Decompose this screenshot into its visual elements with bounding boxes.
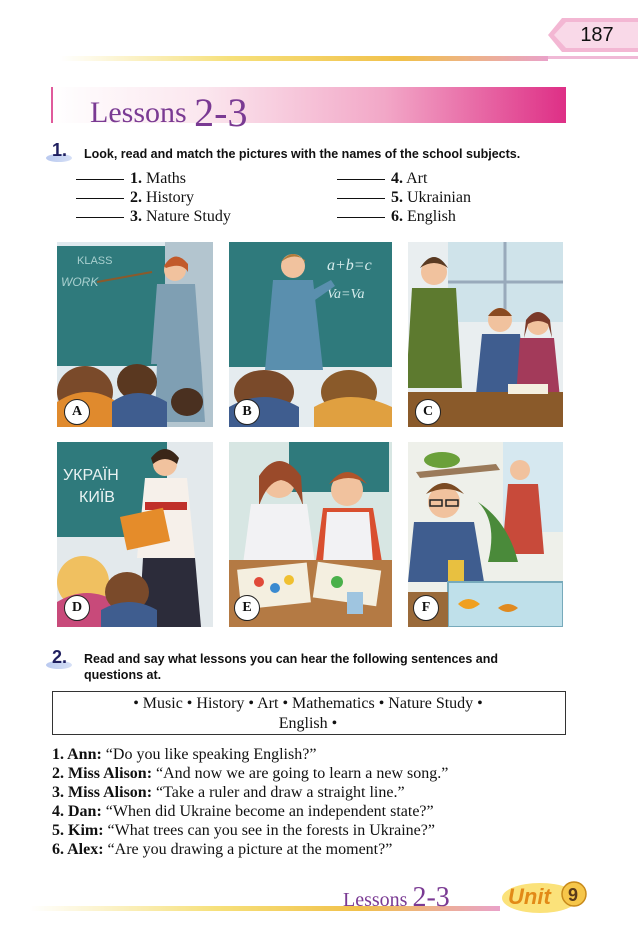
match-item: 1. Maths — [76, 170, 186, 188]
picture-d — [57, 442, 213, 627]
sentence: 1. Ann: “Do you like speaking English?” — [52, 746, 317, 763]
sentence: 5. Kim: “What trees can you see in the forests in Ukraine?” — [52, 822, 435, 839]
lesson-title-word: Lessons — [90, 96, 187, 129]
picture-label: E — [234, 595, 260, 621]
answer-blank[interactable] — [337, 217, 385, 218]
svg-text:KLASS: KLASS — [77, 255, 113, 267]
svg-text:9: 9 — [568, 885, 579, 905]
exercise-2-instruction-line2: questions at. — [84, 668, 162, 682]
footer-lessons-word: Lessons — [343, 889, 408, 911]
picture-label: B — [234, 399, 260, 425]
footer-lessons-number: 2-3 — [412, 882, 450, 913]
page-number: 187 — [580, 24, 614, 46]
lesson-banner-edge — [51, 87, 53, 123]
exercise-1-number: 1. — [52, 140, 68, 160]
unit-logo — [500, 878, 590, 916]
picture-f — [408, 442, 563, 627]
header-rule-right — [548, 56, 638, 59]
picture-a — [57, 242, 213, 427]
exercise-2-number: 2. — [52, 647, 68, 667]
svg-text:a+b=c: a+b=c — [327, 257, 372, 274]
sentence: 3. Miss Alison: “Take a ruler and draw a straight line.” — [52, 784, 405, 801]
svg-text:УКРАЇН: УКРАЇН — [63, 467, 119, 484]
word-box-line2: English • — [278, 715, 338, 732]
picture-label: C — [415, 399, 441, 425]
sentence: 2. Miss Alison: “And now we are going to learn a new song.” — [52, 765, 449, 782]
word-box-line1: • Music • History • Art • Mathematics • Nature Study • — [133, 695, 483, 712]
picture-label: A — [64, 399, 90, 425]
picture-b — [229, 242, 392, 427]
match-item: 6. English — [337, 208, 456, 226]
match-item: 4. Art — [337, 170, 427, 188]
exercise-2-instruction-line1: Read and say what lessons you can hear the following sentences and — [84, 652, 499, 666]
exercise-1-instruction: Look, read and match the pictures with the names of the school subjects. — [84, 147, 521, 161]
unit-logo-text: Unit — [508, 884, 551, 909]
answer-blank[interactable] — [76, 179, 124, 180]
answer-blank[interactable] — [76, 217, 124, 218]
page-number-tab — [548, 18, 638, 52]
answer-blank[interactable] — [76, 198, 124, 199]
lesson-title-number: 2-3 — [194, 90, 248, 135]
answer-blank[interactable] — [337, 198, 385, 199]
sentence: 4. Dan: “When did Ukraine become an independent state?” — [52, 803, 434, 820]
match-item: 5. Ukrainian — [337, 189, 471, 207]
lesson-title — [90, 85, 248, 135]
sentence: 6. Alex: “Are you drawing a picture at the moment?” — [52, 841, 393, 858]
header-rule — [60, 56, 548, 61]
picture-c — [408, 242, 563, 427]
match-item: 2. History — [76, 189, 194, 207]
word-box-text — [52, 694, 564, 734]
footer-lesson-label — [343, 882, 450, 914]
picture-e — [229, 442, 392, 627]
svg-text:КИЇВ: КИЇВ — [79, 489, 115, 506]
svg-text:WORK: WORK — [61, 275, 99, 289]
picture-label: D — [64, 595, 90, 621]
svg-text:Va=Va: Va=Va — [327, 287, 365, 302]
answer-blank[interactable] — [337, 179, 385, 180]
picture-label: F — [413, 595, 439, 621]
match-item: 3. Nature Study — [76, 208, 231, 226]
